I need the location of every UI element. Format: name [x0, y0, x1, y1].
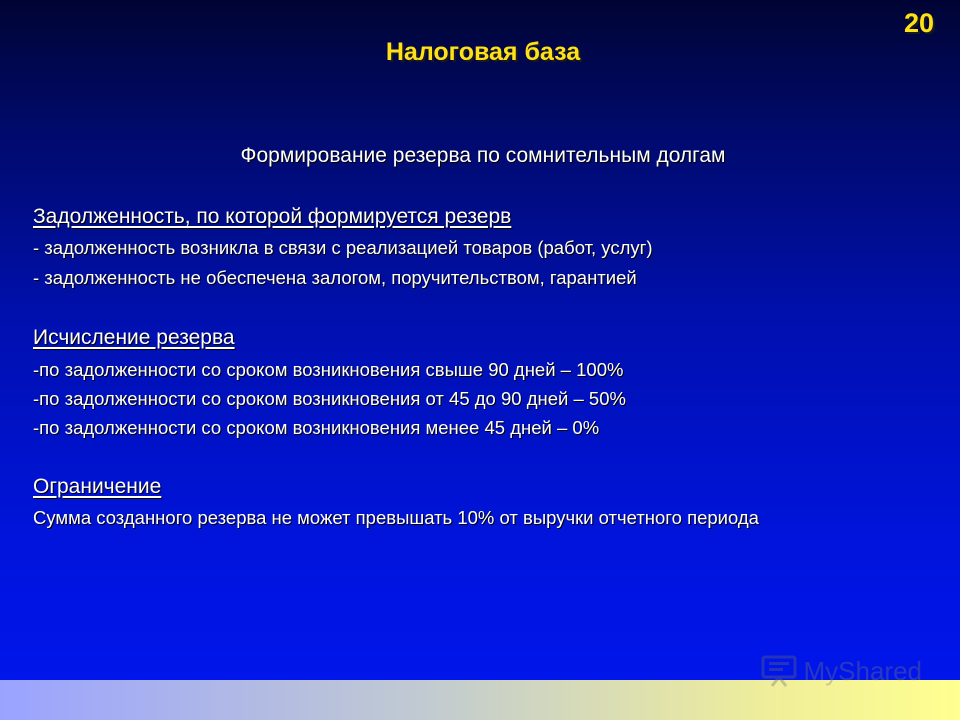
watermark-text: MyShared	[803, 655, 922, 686]
limitation-text: Сумма созданного резерва не может превышать 10% от выручки отчетного периода	[33, 507, 759, 528]
limitation-heading: Ограничение	[33, 475, 162, 498]
slide-title: Налоговая база	[385, 38, 581, 66]
calculation-heading: Исчисление резерва	[33, 326, 235, 349]
debt-item: - задолженность не обеспечена залогом, поручительством, гарантией	[33, 267, 637, 288]
calculation-item: -по задолженности со сроком возникновения от 45 до 90 дней – 50%	[33, 388, 626, 409]
watermark	[760, 654, 923, 688]
presentation-icon	[760, 654, 798, 688]
slide-number: 20	[903, 8, 934, 38]
debt-heading: Задолженность, по которой формируется резерв	[33, 205, 512, 228]
slide-subtitle: Формирование резерва по сомнительным долгам	[240, 144, 726, 167]
calculation-item: -по задолженности со сроком возникновения свыше 90 дней – 100%	[33, 359, 624, 380]
calculation-item: -по задолженности со сроком возникновения менее 45 дней – 0%	[33, 417, 600, 438]
debt-item: - задолженность возникла в связи с реализацией товаров (работ, услуг)	[33, 237, 653, 258]
